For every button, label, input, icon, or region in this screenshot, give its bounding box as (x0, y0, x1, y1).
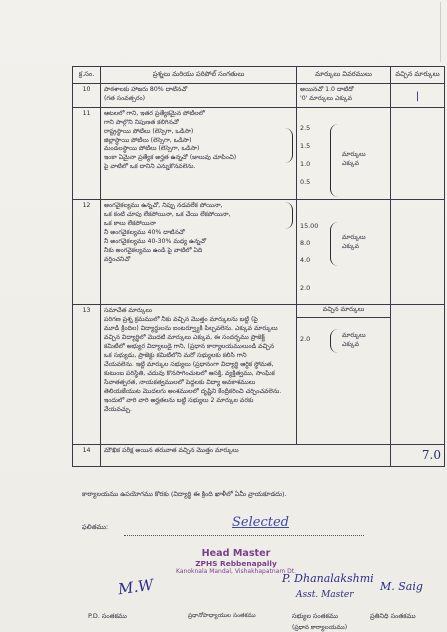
result-value-handwritten: Selected (232, 515, 289, 530)
row-marks-cell (297, 304, 391, 444)
footer-hm-signature-label: ప్రధానోపాధ్యాయుల సంతకము (188, 613, 256, 619)
question-line: కమిటీలో అభ్యుర విద్యాలుడై గాని, (ప్రధాన కార్యాలయములుండి వచ్చిన (104, 342, 275, 350)
question-line: వచ్చిన విద్యార్థిలో మొదటి మార్కులు ఎక్కువ, ఈ సందర్భము ప్రాజెక్ట్ (104, 333, 265, 341)
result-label: ఫలితము: (82, 523, 109, 531)
row-serial-no: 10 (73, 83, 101, 107)
question-line: సేవాతత్పరత, నాయకత్వములలో పెద్దలకు విద్యా అవకాశములు (104, 378, 256, 386)
marks-label: మార్కులు (342, 233, 366, 241)
header-marks-obtained: వచ్చిన మార్కులు (391, 67, 445, 84)
footer-pd-signature-label: P.D. సంతకము (88, 612, 127, 620)
header-question: ప్రశ్నలు మరియు పరిపోల్ సంగతులు (101, 67, 297, 84)
table-row (73, 199, 445, 304)
row-obtained-cell (391, 304, 445, 444)
handwritten-tick-mark: | (415, 90, 420, 102)
signature-middle: P. Dhanalakshmi (282, 572, 374, 585)
page-edge-shadow (438, 2, 441, 62)
question-line: మూడీ క్రీందిల) విద్యార్థులను ఐంటర్వ్యూకి పిల్చవలెను. ఎక్కువ మార్కులు (104, 324, 278, 332)
question-line: ఒక కాలు లేకపోయినా (104, 219, 156, 227)
question-line: నీకు అంగవైకల్యము ఉండి పై వాటిలో ఏది (104, 246, 203, 254)
table-header-row (73, 67, 445, 84)
marks-value: 2.0 (300, 334, 311, 343)
marks-brace (330, 329, 338, 353)
marks-value: 15.00 (300, 221, 319, 230)
footer-member-signature-label: సభ్యుల సంతకము (292, 612, 338, 620)
question-line: రాష్ట్రస్థాయి పోటీలు (లెస్సెగా, ఒడిసా) (104, 127, 194, 135)
row-question-cell (101, 83, 297, 107)
question-line: మండలస్థాయి పోటీలు (లెస్సెగా, ఒడిసా) (104, 145, 200, 153)
question-line: గాని పాల్గొని నిపుణత కలిగినచో (104, 118, 179, 126)
row-marks-cell (297, 107, 391, 199)
options-brace (285, 202, 293, 229)
row-serial-no: 11 (73, 107, 101, 199)
marks-text: '0' మార్కులు ఎక్కువ (300, 94, 353, 102)
table-row (73, 304, 445, 444)
marks-value: 0.5 (300, 178, 311, 187)
question-line: తెలియజేయుట మొదలగు అంశములలో దృష్టిని కేంద్రీకరించి చర్చించవలెను. (104, 387, 282, 395)
row-question-cell (101, 304, 297, 444)
marks-value: 2.0 (300, 283, 311, 292)
table-row (73, 83, 445, 107)
row-serial-no: 12 (73, 199, 101, 304)
question-line: ఇందులో వారి వారి అర్హతలను బట్టి సభ్యులు 2 మార్కుల వరకు (104, 396, 254, 404)
marks-label: మార్కులు (342, 151, 366, 159)
question-line: ఒక సభ్యుడు, ప్రాజెక్టు కమిటీలోని మరో సభ్యులకు కలిసి గాని (104, 351, 247, 359)
marks-label: ఎక్కువ (342, 242, 360, 250)
signature-left: M.W (116, 575, 155, 599)
options-group (104, 128, 293, 164)
marks-label: ఎక్కువ (342, 340, 360, 348)
question-line: సమాచేత మార్కులు (104, 306, 153, 314)
table-row (73, 444, 445, 466)
options-group (104, 202, 293, 229)
table-row (73, 107, 445, 199)
options-brace (285, 128, 293, 164)
row-obtained-cell (391, 107, 445, 199)
question-line: మౌఖిక పరీక్ష అయిన తరువాత వచ్చిన మొత్తం మార్కులు (104, 446, 239, 454)
question-line: పై వాటిలో ఒక దానిని ఎన్నుకొనవలెను. (104, 163, 196, 171)
question-line: ఇంకా ఏమైనా ప్రత్యేక అర్హత ఉన్నచో (జులువు చూపించి) (104, 154, 237, 162)
row-serial-no: 13 (73, 304, 101, 444)
question-line: (గత సంవత్సరం) (104, 94, 146, 102)
question-line: నీ అంగవైకల్యము 40-30% మధ్య ఉన్నచో (104, 237, 207, 245)
footer-representative-signature-label: ప్రతినిధి సంతకము (370, 612, 416, 620)
marks-value: 1.0 (300, 160, 311, 169)
row-question-cell (101, 444, 391, 466)
question-line: కుటుంబ పరిస్థితి, చదువు కొనసాగించుటలో ఆసక్తి, వ్యక్తిత్వము, సాంఘిక (104, 369, 275, 377)
marks-label: మార్కులు (342, 331, 366, 339)
headmaster-stamp (176, 548, 296, 575)
marks-brace (330, 222, 338, 266)
marks-text: అయినచో 1.0 దాటిదో (300, 85, 354, 93)
marks-label: ఎక్కువ (342, 160, 360, 168)
stamp-school: ZPHS Rebbenapally (195, 559, 277, 568)
question-line: అంగవైకల్యము ఉన్నచో, నిప్పు నడవలేక పోయినా, (104, 201, 223, 209)
stamp-title: Head Master (201, 548, 271, 559)
question-line: పరిగణ ప్రశ్న క్రమములో నీకు వచ్చిన మొత్తం మార్కులను బట్టి (పై (104, 315, 258, 323)
question-line: వర్తించనిచో (104, 255, 131, 263)
question-line: చేయవలెను. ఇట్టి మార్కుల సభ్యులు (ప్రధానంగా విద్యార్థి ఆర్థిక స్థోమత, (104, 360, 274, 368)
row-marks-cell (297, 199, 391, 304)
evaluation-table (72, 66, 445, 467)
marks-value: 8.0 (300, 238, 311, 247)
question-line: ఆటలలో గాని, ఇతర ప్రత్యేకమైన పోటీలలో (104, 109, 205, 117)
header-serial-no: క్ర.సం. (73, 67, 101, 84)
marks-value: 2.5 (300, 123, 311, 132)
question-line: నీ అంగవైకల్యము 40% దాటినచో (104, 228, 185, 236)
row-obtained-cell (391, 83, 445, 107)
signature-middle-title: Asst. Master (296, 590, 354, 600)
header-marks-details: మార్కులు వివరములు (297, 67, 391, 84)
question-line: జిల్లాస్థాయి పోటీలు (లెస్సెగా, ఒడిసా) (104, 136, 192, 144)
marks-subheader: వచ్చిన మార్కులు (297, 305, 390, 318)
question-line: పాఠశాలకు హాజరు 80% దాటినచో (104, 85, 188, 93)
marks-brace (330, 124, 338, 197)
row-obtained-cell (391, 199, 445, 304)
footer-head-office-label: (ప్రధాన కార్యాలయము) (292, 624, 348, 631)
row-question-cell (101, 199, 297, 304)
office-use-note: కార్యాలయము ఉపయోగము కొరకు (విద్యార్థి ఈ క్రింది ఖాళీలో ఏమీ వ్రాయకూడదు). (82, 490, 287, 498)
signature-right: M. Saig (380, 580, 423, 593)
row-question-cell (101, 107, 297, 199)
row-serial-no: 14 (73, 444, 101, 466)
stamp-address: Kanoknala Mandal, Vishakhapatnam Dt. (176, 568, 296, 575)
marks-value: 4.0 (300, 256, 311, 265)
row-marks-cell (297, 83, 391, 107)
row-obtained-cell (391, 444, 445, 466)
marks-value: 1.5 (300, 141, 311, 150)
question-line: వేయవచ్చు. (104, 405, 132, 413)
total-score-handwritten: 7.0 (421, 447, 441, 462)
question-line: ఒక కంటి చూపు లేకపోయినా, ఒక చేయి లేకపోయినా, (104, 210, 231, 218)
